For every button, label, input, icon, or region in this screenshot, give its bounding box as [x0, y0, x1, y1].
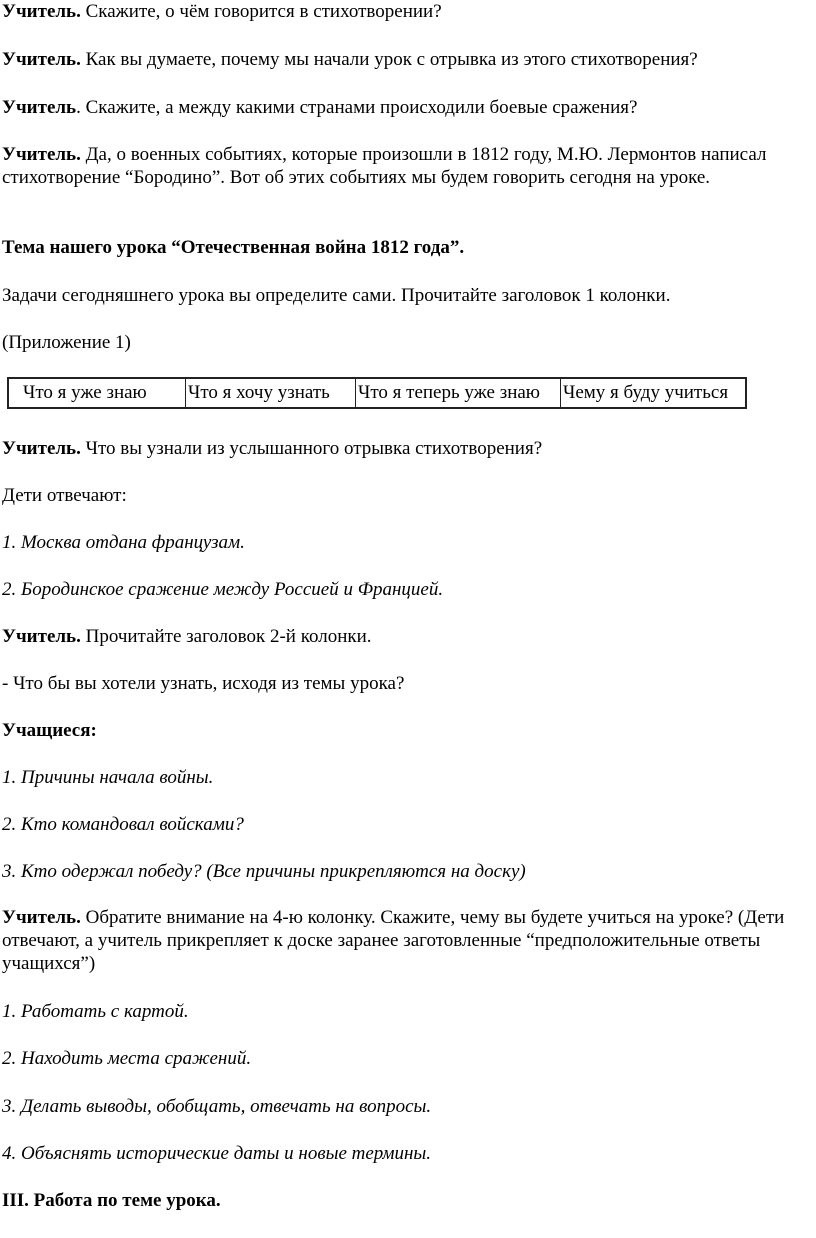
list-item: 1. Работать с картой. [2, 1001, 189, 1022]
lesson-tasks: Задачи сегодняшнего урока вы определите сами. Прочитайте заголовок 1 колонки. [2, 285, 671, 306]
paragraph-text: . Скажите, а между какими странами происходили боевые сражения? [76, 97, 638, 118]
list-item: 1. Москва отдана французам. [2, 532, 245, 553]
students-label: Учащиеся: [2, 720, 97, 741]
speaker-label: Учитель. [2, 907, 81, 928]
paragraph-text: Да, о военных событиях, которые произошли в 1812 году, М.Ю. Лермонтов написал стихотворение “Бородино”. Вот об этих событиях мы будем говорить сегодня на уроке. [2, 144, 767, 188]
speaker-label: Учитель. [2, 144, 81, 165]
paragraph-text: Что вы узнали из услышанного отрывка стихотворения? [80, 438, 543, 459]
paragraph-text: Как вы думаете, почему мы начали урок с отрывка из этого стихотворения? [80, 49, 698, 70]
appendix-reference: (Приложение 1) [2, 332, 131, 353]
teacher-question-3 [2, 96, 637, 119]
children-answer-label: Дети отвечают: [2, 485, 127, 506]
paragraph-text: Обратите внимание на 4-ю колонку. Скажите, чему вы будете учиться на уроке? (Дети отвечают, а учитель прикрепляет к доске заранее заготовленные “предположительные ответы учащихся”) [2, 907, 785, 974]
table-cell: Что я теперь уже знаю [356, 378, 561, 408]
table-cell: Что я хочу узнать [186, 378, 356, 408]
teacher-question-4 [2, 437, 542, 460]
speaker-label: Учитель. [2, 438, 81, 459]
list-item: 4. Объяснять исторические даты и новые термины. [2, 1143, 432, 1164]
list-item: 2. Бородинское сражение между Россией и Францией. [2, 579, 444, 600]
teacher-question-6 [2, 906, 808, 975]
list-item: 2. Кто командовал войсками? [2, 814, 244, 835]
teacher-question-1 [2, 0, 442, 23]
speaker-label: Учитель. [2, 49, 81, 70]
paragraph-text: Прочитайте заголовок 2-й колонки. [80, 626, 372, 647]
paragraph-text: Скажите, о чём говорится в стихотворении? [80, 1, 442, 22]
list-item: 2. Находить места сражений. [2, 1048, 252, 1069]
speaker-label: Учитель. [2, 1, 81, 22]
speaker-label: Учитель [2, 97, 77, 118]
teacher-question-5 [2, 625, 372, 648]
list-item: 1. Причины начала войны. [2, 767, 214, 788]
table-row [8, 378, 746, 408]
list-item: 3. Кто одержал победу? (Все причины прикрепляются на доску) [2, 861, 526, 882]
speaker-label: Учитель. [2, 626, 81, 647]
question-line: - Что бы вы хотели узнать, исходя из темы урока? [2, 673, 405, 694]
teacher-statement [2, 143, 808, 189]
kwl-table [7, 377, 747, 409]
lesson-topic: Тема нашего урока “Отечественная война 1812 года”. [2, 237, 465, 258]
table-cell: Что я уже знаю [8, 378, 186, 408]
teacher-question-2 [2, 48, 698, 71]
section-heading: III. Работа по теме урока. [2, 1190, 221, 1211]
list-item: 3. Делать выводы, обобщать, отвечать на вопросы. [2, 1096, 432, 1117]
table-cell: Чему я буду учиться [561, 378, 747, 408]
